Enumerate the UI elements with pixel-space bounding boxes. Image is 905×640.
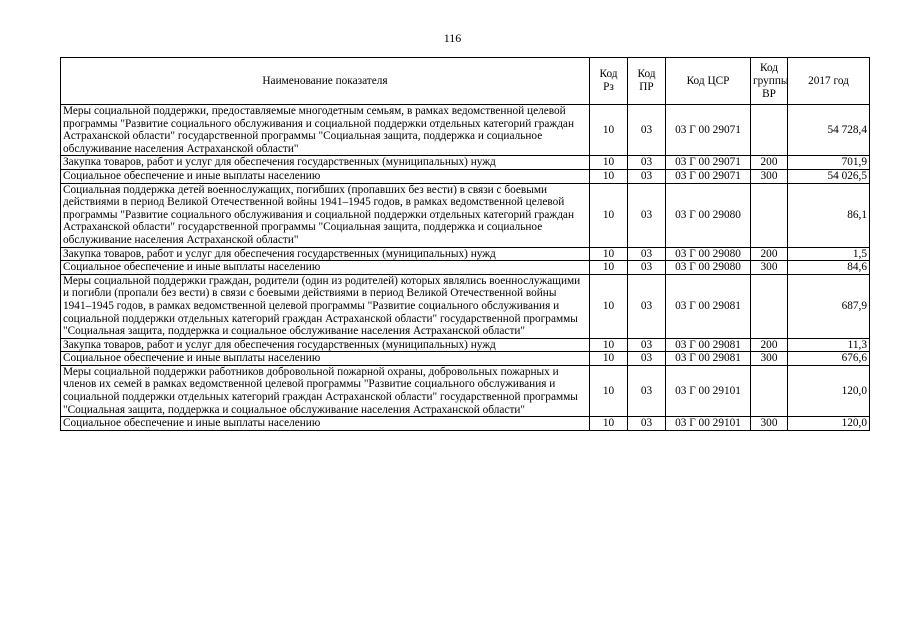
cell-rz: 10	[590, 156, 628, 170]
cell-rz: 10	[590, 105, 628, 156]
cell-name: Меры социальной поддержки, предоставляемые многодетным семьям, в рамках ведомственной целевой программы "Развитие социального обслуживания и социальной поддержки отдельных категорий граждан Астраханской области" государственной программы "Социальная защита, поддержка и социальное обслуживание населения Астраханской области"	[61, 105, 590, 156]
cell-csr: 03 Г 00 29071	[666, 105, 751, 156]
cell-name: Социальное обеспечение и иные выплаты населению	[61, 169, 590, 183]
cell-rz: 10	[590, 247, 628, 261]
cell-sum: 54 728,4	[788, 105, 870, 156]
cell-pr: 03	[628, 365, 666, 416]
cell-rz: 10	[590, 183, 628, 247]
cell-rz: 10	[590, 365, 628, 416]
cell-name: Закупка товаров, работ и услуг для обеспечения государственных (муниципальных) нужд	[61, 338, 590, 352]
cell-csr: 03 Г 00 29081	[666, 338, 751, 352]
cell-vr: 300	[751, 352, 788, 366]
cell-csr: 03 Г 00 29101	[666, 365, 751, 416]
cell-csr: 03 Г 00 29101	[666, 417, 751, 431]
cell-sum: 120,0	[788, 365, 870, 416]
table-row	[61, 169, 870, 183]
table-row	[61, 247, 870, 261]
table-row	[61, 338, 870, 352]
cell-csr: 03 Г 00 29071	[666, 169, 751, 183]
cell-csr: 03 Г 00 29080	[666, 247, 751, 261]
table-row	[61, 417, 870, 431]
cell-name: Социальное обеспечение и иные выплаты населению	[61, 261, 590, 275]
table-row	[61, 352, 870, 366]
cell-vr	[751, 105, 788, 156]
table-header-row	[61, 58, 870, 105]
cell-csr: 03 Г 00 29080	[666, 261, 751, 275]
cell-sum: 86,1	[788, 183, 870, 247]
cell-sum: 84,6	[788, 261, 870, 275]
cell-pr: 03	[628, 105, 666, 156]
table-row	[61, 183, 870, 247]
cell-vr	[751, 365, 788, 416]
cell-vr: 300	[751, 417, 788, 431]
header-pr: Код ПР	[628, 58, 666, 105]
table-row	[61, 156, 870, 170]
header-vr: Код группы ВР	[751, 58, 788, 105]
cell-rz: 10	[590, 274, 628, 338]
cell-pr: 03	[628, 352, 666, 366]
cell-pr: 03	[628, 169, 666, 183]
cell-rz: 10	[590, 169, 628, 183]
cell-pr: 03	[628, 274, 666, 338]
cell-pr: 03	[628, 417, 666, 431]
cell-name: Закупка товаров, работ и услуг для обеспечения государственных (муниципальных) нужд	[61, 247, 590, 261]
cell-name: Социальная поддержка детей военнослужащих, погибших (пропавших без вести) в связи с боевыми действиями в период Великой Отечественной войны 1941–1945 годов, в рамках ведомственной целевой программы "Развитие социального обслуживания и социальной поддержки отдельных категорий граждан Астраханской области" государственной программы "Социальная защита, поддержка и социальное обслуживание населения Астраханской области"	[61, 183, 590, 247]
cell-csr: 03 Г 00 29081	[666, 274, 751, 338]
cell-sum: 54 026,5	[788, 169, 870, 183]
header-csr: Код ЦСР	[666, 58, 751, 105]
budget-table	[60, 57, 870, 431]
cell-csr: 03 Г 00 29071	[666, 156, 751, 170]
cell-csr: 03 Г 00 29080	[666, 183, 751, 247]
table-row	[61, 365, 870, 416]
header-rz: Код Рз	[590, 58, 628, 105]
cell-sum: 701,9	[788, 156, 870, 170]
cell-vr: 200	[751, 247, 788, 261]
table-row	[61, 261, 870, 275]
cell-pr: 03	[628, 183, 666, 247]
cell-vr	[751, 183, 788, 247]
cell-sum: 687,9	[788, 274, 870, 338]
cell-name: Закупка товаров, работ и услуг для обеспечения государственных (муниципальных) нужд	[61, 156, 590, 170]
table-row	[61, 274, 870, 338]
cell-name: Меры социальной поддержки граждан, родители (один из родителей) которых являлись военнослужащими и погибли (пропали без вести) в связи с боевыми действиями в период Великой Отечественной войны 1941–1945 годов, в рамках ведомственной целевой программы "Развитие социального обслуживания и социальной поддержки отдельных категорий граждан Астраханской области" государственной программы "Социальная защита, поддержка и социальное обслуживание населения Астраханской области"	[61, 274, 590, 338]
cell-rz: 10	[590, 417, 628, 431]
cell-sum: 120,0	[788, 417, 870, 431]
cell-csr: 03 Г 00 29081	[666, 352, 751, 366]
table-row	[61, 105, 870, 156]
cell-sum: 676,6	[788, 352, 870, 366]
page-number: 116	[443, 31, 462, 45]
cell-vr: 300	[751, 169, 788, 183]
cell-pr: 03	[628, 247, 666, 261]
header-name: Наименование показателя	[61, 58, 590, 105]
cell-pr: 03	[628, 156, 666, 170]
cell-name: Социальное обеспечение и иные выплаты населению	[61, 417, 590, 431]
cell-rz: 10	[590, 261, 628, 275]
cell-sum: 11,3	[788, 338, 870, 352]
cell-vr: 200	[751, 338, 788, 352]
cell-name: Социальное обеспечение и иные выплаты населению	[61, 352, 590, 366]
cell-vr: 300	[751, 261, 788, 275]
cell-rz: 10	[590, 352, 628, 366]
cell-rz: 10	[590, 338, 628, 352]
cell-name: Меры социальной поддержки работников добровольной пожарной охраны, добровольных пожарных и членов их семей в рамках ведомственной целевой программы "Развитие социального обслуживания и социальной поддержки отдельных категорий граждан Астраханской области" государственной программы "Социальная защита, поддержка и социальное обслуживание населения Астраханской области"	[61, 365, 590, 416]
cell-sum: 1,5	[788, 247, 870, 261]
cell-pr: 03	[628, 338, 666, 352]
cell-vr	[751, 274, 788, 338]
cell-vr: 200	[751, 156, 788, 170]
cell-pr: 03	[628, 261, 666, 275]
header-year: 2017 год	[788, 58, 870, 105]
